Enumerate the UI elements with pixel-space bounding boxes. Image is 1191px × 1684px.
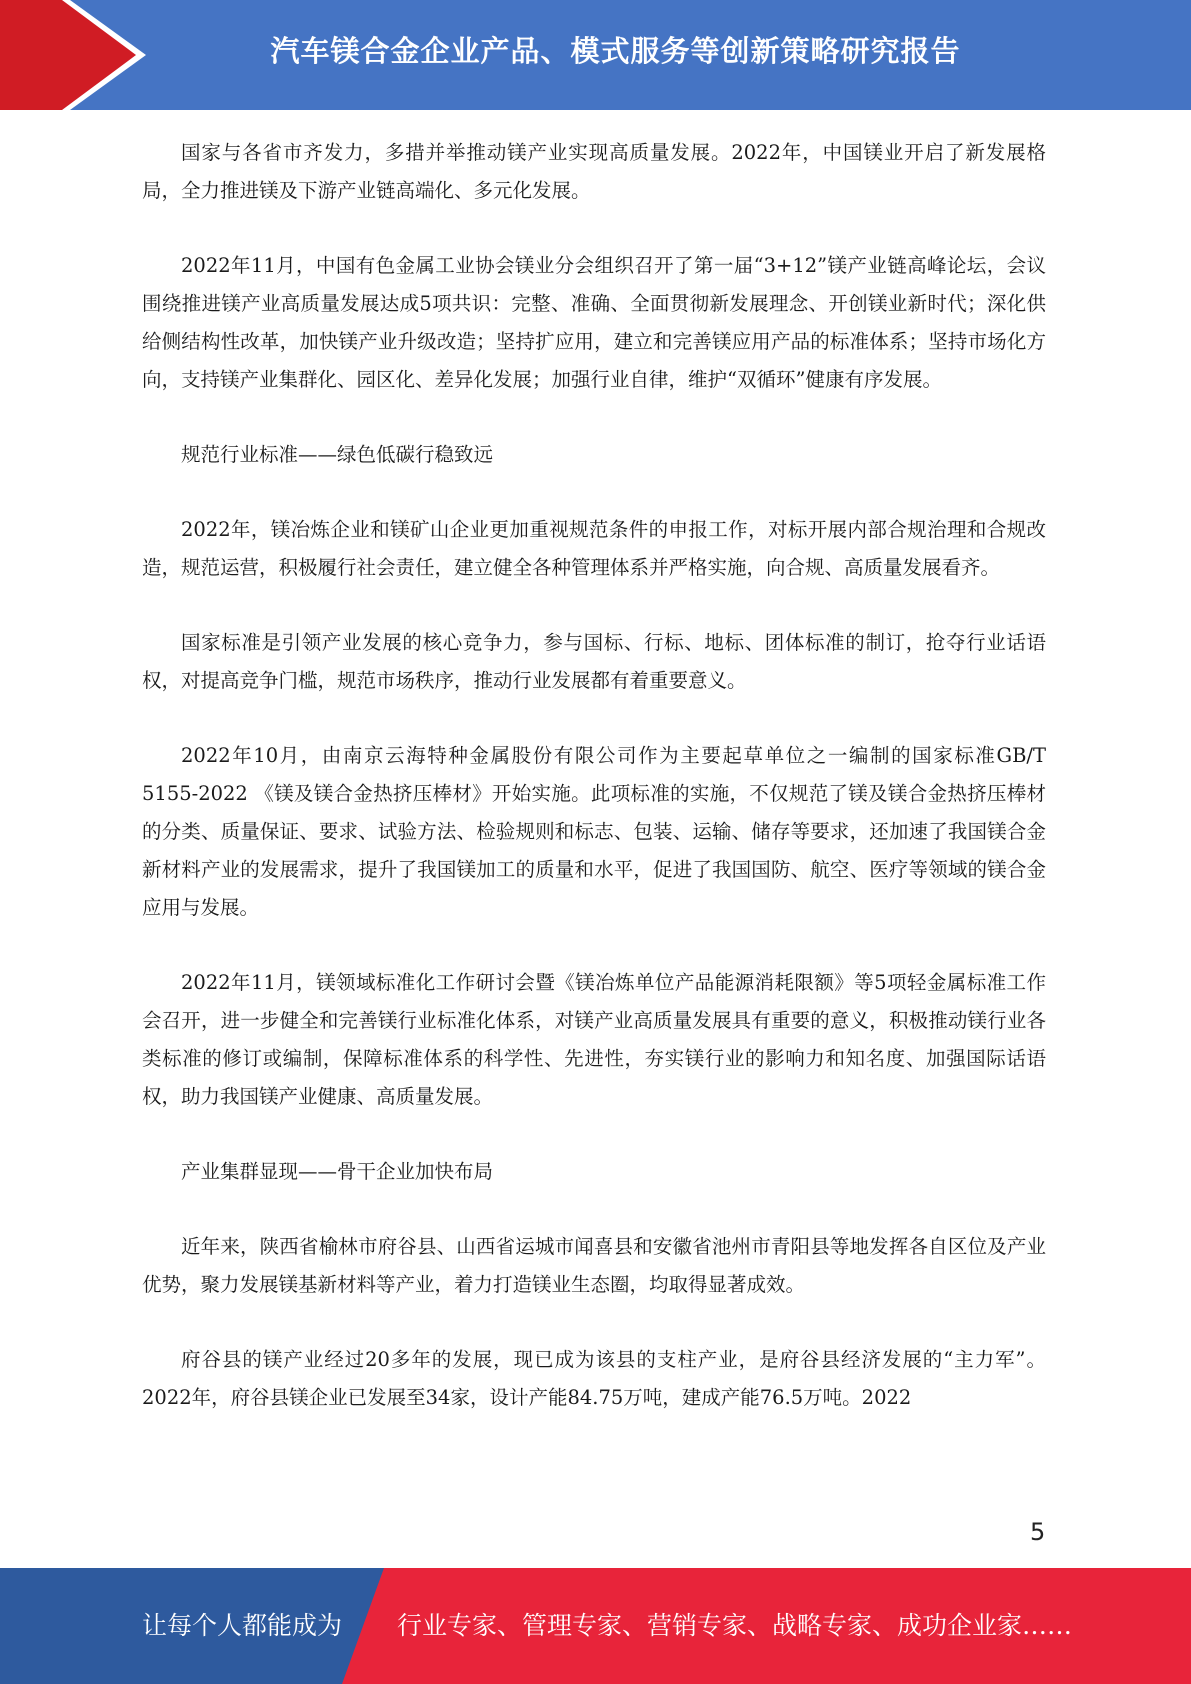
page-number: 5	[1030, 1518, 1046, 1546]
document-body	[142, 134, 1046, 1454]
header-chevron-decoration	[0, 0, 160, 110]
footer-slogan-left: 让每个人都能成为	[142, 1611, 343, 1640]
paragraph: 2022年11月，中国有色金属工业协会镁业分会组织召开了第一届“3+12”镁产业链高峰论坛，会议围绕推进镁产业高质量发展达成5项共识：完整、准确、全面贯彻新发展理念、开创镁业新时代；深化供给侧结构性改革，加快镁产业升级改造；坚持扩应用，建立和完善镁应用产品的标准体系；坚持市场化方向，支持镁产业集群化、园区化、差异化发展；加强行业自律，维护“双循环”健康有序发展。	[142, 254, 1046, 391]
paragraph: 近年来，陕西省榆林市府谷县、山西省运城市闻喜县和安徽省池州市青阳县等地发挥各自区位及产业优势，聚力发展镁基新材料等产业，着力打造镁业生态圈，均取得显著成效。	[142, 1235, 1046, 1296]
page-header	[0, 0, 1191, 110]
paragraph: 府谷县的镁产业经过20多年的发展，现已成为该县的支柱产业，是府谷县经济发展的“主力军”。2022年，府谷县镁企业已发展至34家，设计产能84.75万吨，建成产能76.5万吨。2022	[142, 1348, 1046, 1409]
report-title: 汽车镁合金企业产品、模式服务等创新策略研究报告	[270, 34, 961, 68]
section-subheading: 规范行业标准——绿色低碳行稳致远	[181, 443, 494, 466]
paragraph: 国家与各省市齐发力，多措并举推动镁产业实现高质量发展。2022年，中国镁业开启了新发展格局，全力推进镁及下游产业链高端化、多元化发展。	[142, 141, 1046, 202]
page-footer	[0, 1568, 1191, 1684]
paragraph: 2022年，镁冶炼企业和镁矿山企业更加重视规范条件的申报工作，对标开展内部合规治理和合规改造，规范运营，积极履行社会责任，建立健全各种管理体系并严格实施，向合规、高质量发展看齐。	[142, 518, 1046, 579]
section-subheading: 产业集群显现——骨干企业加快布局	[181, 1160, 494, 1183]
paragraph: 国家标准是引领产业发展的核心竞争力，参与国标、行标、地标、团体标准的制订，抢夺行业话语权，对提高竞争门槛，规范市场秩序，推动行业发展都有着重要意义。	[142, 631, 1046, 692]
footer-slogan-right: 行业专家、管理专家、营销专家、战略专家、成功企业家……	[397, 1611, 1073, 1640]
paragraph: 2022年11月，镁领域标准化工作研讨会暨《镁冶炼单位产品能源消耗限额》等5项轻金属标准工作会召开，进一步健全和完善镁行业标准化体系，对镁产业高质量发展具有重要的意义，积极推动镁行业各类标准的修订或编制，保障标准体系的科学性、先进性，夯实镁行业的影响力和知名度、加强国际话语权，助力我国镁产业健康、高质量发展。	[142, 971, 1046, 1108]
paragraph: 2022年10月，由南京云海特种金属股份有限公司作为主要起草单位之一编制的国家标准GB/T 5155-2022 《镁及镁合金热挤压棒材》开始实施。此项标准的实施，不仅规范了镁及镁合金热挤压棒材的分类、质量保证、要求、试验方法、检验规则和标志、包装、运输、储存等要求，还加速了我国镁合金新材料产业的发展需求，提升了我国镁加工的质量和水平，促进了我国国防、航空、医疗等领域的镁合金应用与发展。	[142, 744, 1046, 919]
